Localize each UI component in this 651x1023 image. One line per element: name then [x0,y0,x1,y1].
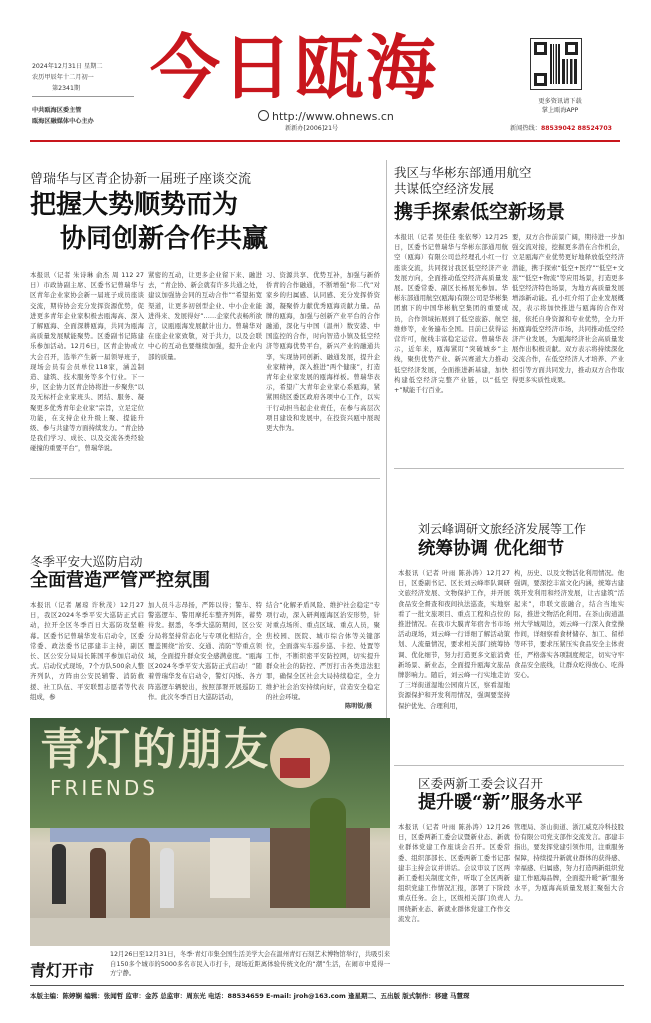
organizer: 瓯海区融媒体中心主办 [32,118,94,125]
story4-col1: 本报讯（记者 叶雨 陈孙涛）12月27日，区委副书记、区长刘云峰率队调研文旅经济发展、文物保护工作，并开展食品安全督查和夜间执法巡查，实地察看了一批文旅项目、重点工程和点位的推进情况。在我市大膜青年宿舍书市场活动现场，刘云峰一行详细了解活动策划、人流量情况，要求相关部门统筹协调、优化细节，努力打造更多文旅消费新场景、新业态，全面提升瓯海文旅品牌影响力。随后，刘云峰一行实地走访了三垟街道湿地公园南片区，察看湿地资源保护和开发利用情况，强调要坚持保护优先、合理利用， [398,569,510,710]
issue-number: 第2341期 [52,85,81,92]
column-divider [386,160,387,765]
story3-headline: 全面营造严管严控氛围 [30,570,210,591]
newspaper-title: 今日瓯海 [150,26,438,109]
website[interactable]: http://www.ohnews.cn [258,110,394,123]
story2-kicker-2: 共谋低空经济发展 [394,181,495,196]
license-number: 新新办[2006]21号 [285,125,339,132]
story2-col1: 本报讯（记者 吴佳佳 张依琴）12月25日，区委书记曾瑞华与华彬东部通用航空（瓯海）有限公司总经理孔小红一行座谈交流，共同探讨我区低空经济产业发展方向，全面推动低空经济高质量发展。区委常委、副区长杨展光参加。华彬东部通用航空(瓯海)有限公司是华彬集团旗下的中国华彬航空集团的重要成员，合作领域拓展到了低空旅游、航空维修等，业务遍布全国。目前已获得运营许可，航线丰富稳定运营。曾瑞华表示，近年来，瓯海紧盯“突破城乡”主线，聚焦优势产业、新兴赛道大力推动低空经济发展，全面推进新基建，加快构建低空经济完整产业链，以“低空+”赋能千行百业。 [394,233,508,395]
story1-col1: 本报讯（记者 朱诗琳 俞杰 周 112 27日）市政协副主席、区委书记曾瑞华与区青年企业家协会新一届班子成员座谈交流，期待协会充分发挥资源优势，促进更多青年企业家积极去瓯海高、深入了解瓯海、全面深耕瓯海，共同为瓯海高质量发展赋能聚势。区委副书记陈建乐参加活动。12月6日，区青企协成立大会召开，选举产生新一届领导班子，现场会员有会员单位118家，涵盖制造、建筑、技术服务等多个行业。下一步，区企协力区青企协将进一步聚焦“以及无标杆企业家班头、团结、服务、凝聚更多优秀青年企业家”宗旨，立足定位功能，在支持企业升级上聚、提能升级、参与共建等方面持续发力。“青企协是我们学习、成长、以及交流各类经验碰撞的重要平台”，曾瑞华说。 [30,271,144,453]
market-photo [30,718,390,946]
story2-headline: 携手探索低空新场景 [394,201,566,223]
story5-kicker: 区委两新工委会议召开 [418,776,544,791]
qr-caption-1: 更多资讯请下载 [538,98,582,105]
story1-headline-2: 协同创新合作共赢 [60,224,269,254]
masthead-divider [30,140,620,142]
story2-col2: 要，双方合作前景广阔，期待进一步加强交流对接，挖掘更多潜在合作机会，立足瓯海产业优势更好地释放低空经济潜能，携手探索“低空+医疗”“低空+文旅”“低空+物流”等应用场景，打造更多低空经济特色场景，为地方高质量发展增添新动能。孔小红介绍了企业发展概况，表示将加快推进与瓯海的合作对接，依托自身资源和专业优势，全力开拓瓯海低空经济市场，共同推动低空经济产业发展，为瓯海经济社会高质量发展作出积极贡献。双方表示将持续深化交流合作，在低空经济人才培养、产业招引等方面共同发力，推动双方合作取得更多实质性成果。 [512,233,624,384]
story2-kicker-1: 我区与华彬东部通用航空 [394,165,532,180]
footer-credits: 本版主编：陈婷娴 编辑：张闻哲 监审：金苏 总监审：周东光 电话：88534659 E-mail: jroh@163.com 逢星期二、五出版 版式制作：移建 马慧琛 [30,992,470,1000]
globe-icon [258,110,269,121]
issue-date: 2024年12月31日 星期二 [32,63,103,70]
photo-caption-text: 12月26日至12月31日，冬季·青灯市集全国生活美学大会在温州青灯石刻艺术博物馆举行，共吸引来自150多个城市的5000多名市民入市打卡，现场近距离体验传统文化的“潮”生活，在闹市中觅得一方宁静。 [110,951,390,977]
story1-kicker: 曾瑞华与区青企协新一届班子座谈交流 [30,172,252,187]
photo-banner-text: 青灯的朋友 [40,724,270,775]
story4-headline: 统筹协调 优化细节 [418,539,565,559]
qr-code[interactable] [530,38,582,90]
news-hotline: 新闻热线：88539042 88524703 [510,125,612,132]
story5-headline: 提升暖“新”服务水平 [418,792,583,813]
story5-col2: 管理局、茶山街道、浙江威克冷科技股份有限公司党支部作交流发言。邵建丰指出，要发挥党建引领作用，注重服务保障，持续提升新就业群体的获得感、幸福感、归属感，努力打造两新组织党建工作瓯海品牌，全面提升暖“新”服务水平，为瓯海高质量发展汇聚强大合力。 [514,823,624,903]
story3-col3: 结合“化解矛盾风险、维护社会稳定”专项行动，深入研判瓯海区治安形势，针对重点场所、重点区域、重点人员，聚焦校园、医院、城市综合体等关键部位，全面落实车巡步巡、卡控、处置等工作，不断织密平安防控网，切实提升群众社会的防控、严厉打击各类违法犯罪，确保全区社会大局持续稳定，全力维护社会治安持续向好，营造安全稳定的社会环境。 [266,601,380,701]
photo-credit: 陈明锐/摄 [345,703,373,710]
story3-col2: 加人员斗志昂扬，严阵以待；警车、特警巡逻车、警用摩托车整齐列阵，蓄势待发。据悉，冬季大巡防期间，区公安分局将坚持常态化与专项化相结合，全覆盖围绕“治安、交通、消防”等重点领域，全面提升群众安全感满意度。“瓯海区2024冬季平安大巡防正式启动！”随着曾瑞华发布启动令，警灯闪烁、各方阵巡逻车辆驶出，按照部署开展巡防工作。此次冬季百日大巡防活动， [148,601,262,701]
story4-col2: 构，历史、以及文物活化利用情况。他强调，要深挖丰富文化内涵，统筹古建筑开发利用和经济发展，让古建筑“活起来”，串联文旅融合，结合当地实际，推进文物活化利用。在茶山街道温州大学城周边，刘云峰一行深入食堂操作间，详细察看食材储存、加工、留样等环节，要求压紧压实食品安全主体责任，严格落实各项制度规定，切实守牢食品安全底线，让群众吃得放心、吃得安心。 [514,569,624,680]
story3-kicker: 冬季平安大巡防启动 [30,554,143,569]
story1-col3: 习、资源共享、优势互补，加强与新侨侨青的合作融通，不断增强“你二代”对家乡的归属感、认同感、充分发挥侨资源，凝聚侨力献优秀瓯海贡献力量。品牌的瓯海，加强与创新产业平台的合作融通，深化与中国（温州）数安港、中国监控的合作，时向智造小镇及低空经济等瓯海优势平台，新兴产业的融通共享，实现协同创新、融通发展，提升企业家精神，深入推进“两个健康”，打造青年企业家发展的瓯海样板。曾瑞华表示，希望广大青年企业家心系瓯海，紧紧围绕区委区政府各项中心工作，以实干行动担当起企业责任，在参与高层次项目建设和发展中，在投资兴瓯中展现更大作为。 [266,271,380,433]
lunar-date: 农历甲辰年十二月初一 [32,74,94,81]
story3-col1: 本报讯（记者 屠琼 许秋茂）12月27日，我区2024冬季平安大巡防正式启动，拉开全区冬季百日大巡防攻坚帷幕。区委书记曾瑞华发布启动令，区委常委、政法委书记邵建丰主持，副区长、区公安分局局长陈国平参加启动仪式。启动仪式现场，7个方队500余人整齐列队，方阵由公安民辅警、消防救援、社工队伍、平安联盟志愿者等代表组成，参 [30,601,144,701]
story4-kicker: 刘云峰调研文旅经济发展等工作 [418,522,587,536]
qr-caption-2: 掌上瓯海APP [541,107,579,114]
sponsor: 中共瓯海区委主管 [32,107,82,114]
story1-col2: 紧密的互动，让更多企业留下来、融进去，“青企协、新会就有许多共通之处，建议加强协会同的互动合作”“希望拓宽渠道，让更多初创型企业、中小企业能进得来、发展得好”……企家代表畅所欲言，议瓯瓯海发展献计出力。曾瑞华对在座企业家致敬，对于共力，以及会联中心的互动也要继续加强，提升企业内部的质量。 [148,271,262,361]
photo-banner-en: FRIENDS [50,776,158,800]
photo-caption-title: 青灯开市 [30,961,95,980]
story1-headline-1: 把握大势顺势而为 [30,190,239,220]
story5-col1: 本报讯（记者 叶雨 陈孙涛）12月26日，区委两新工委会议暨新业态、新就业群体党建工作座谈会召开。区委常委、组织部部长、区委两新工委书记邵建丰主持会议并讲话。会议审议了区两新工委相关制度文件，听取了全区两新组织党建工作情况汇报，部署了下阶段重点任务。会上，区级相关部门负责人围绕新业态、新就业群体党建工作作交流发言。 [398,823,510,923]
